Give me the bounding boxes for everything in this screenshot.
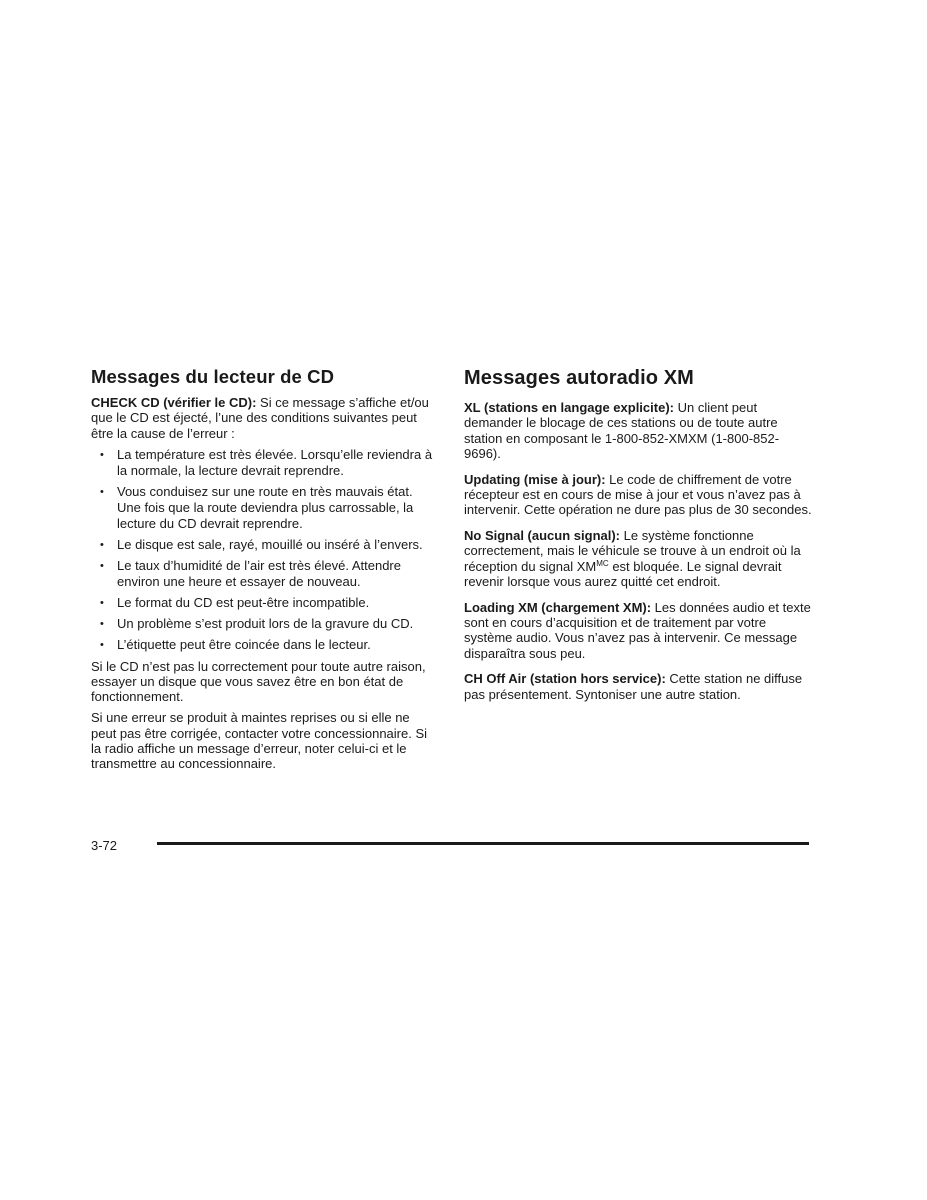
list-item-text: La température est très élevée. Lorsqu’elle reviendra à la normale, la lecture devrait reprendre. [117, 446, 433, 478]
trademark-superscript: MC [596, 558, 609, 568]
ch-off-air-entry [464, 671, 814, 702]
retry-disc-paragraph: Si le CD n’est pas lu correctement pour toute autre raison, essayer un disque que vous savez être en bon état de fonctionnement. [91, 658, 426, 705]
entry-text: Cette station ne diffuse pas présentement. Syntoniser une autre station. [464, 671, 803, 702]
entry-label: No Signal (aucun signal): [464, 528, 621, 544]
loading-xm-entry [464, 600, 814, 661]
bullet-icon: • [100, 485, 104, 498]
bullet-icon: • [100, 538, 104, 551]
list-item [91, 537, 436, 553]
entry-text: Un client peut demander le blocage de ces stations ou de toute autre station en composant le 1-800-852-XMXM (1-800-852-9696). [464, 400, 780, 461]
no-signal-entry [464, 528, 814, 589]
cd-error-causes-list [91, 447, 436, 653]
list-item [91, 637, 436, 653]
entry-label: CH Off Air (station hors service): [464, 671, 666, 687]
xl-entry [464, 400, 814, 461]
entry-text: Les données audio et texte sont en cours d’acquisition et de traitement par votre système audio. Vous n’avez pas à intervenir. Ce message disparaîtra sous peu. [464, 599, 811, 661]
entry-text-continued: est bloquée. Le signal devrait revenir lorsque vous aurez quitté cet endroit. [464, 558, 782, 589]
check-cd-text: Si ce message s’affiche et/ou que le CD est éjecté, l’une des conditions suivantes peut être la cause de l’erreur : [91, 395, 429, 441]
list-item-text: Un problème s’est produit lors de la gravure du CD. [117, 615, 414, 631]
list-item-text: Le taux d’humidité de l’air est très élevé. Attendre environ une heure et essayer de nouveau. [117, 557, 401, 589]
page-number: 3-72 [91, 838, 118, 853]
left-column [91, 366, 436, 777]
check-cd-paragraph [91, 395, 436, 441]
bullet-icon: • [100, 448, 104, 461]
list-item [91, 447, 436, 479]
entry-label: Updating (mise à jour): [464, 471, 606, 487]
contact-dealer-paragraph: Si une erreur se produit à maintes reprises ou si elle ne peut pas être corrigée, contacter votre concessionnaire. Si la radio affiche un message d’erreur, noter celui-ci et le transmettre au concessionnaire. [91, 710, 428, 772]
list-item [91, 616, 436, 632]
bullet-icon: • [100, 617, 104, 630]
list-item [91, 595, 436, 611]
bullet-icon: • [100, 638, 104, 651]
entry-text: Le code de chiffrement de votre récepteur est en cours de mise à jour et vous n’avez pas à intervenir. Cette opération ne dure pas plus de 30 secondes. [464, 471, 812, 518]
list-item [91, 484, 436, 532]
entry-label: Loading XM (chargement XM): [464, 599, 652, 615]
list-item-text: Vous conduisez sur une route en très mauvais état. Une fois que la route deviendra plus carrossable, la lecture du CD devrait reprendre. [117, 483, 414, 531]
entry-text: Le système fonctionne correctement, mais le véhicule se trouve à un endroit où la réception du signal XM [464, 528, 801, 574]
entry-label: XL (stations en langage explicite): [464, 400, 674, 415]
updating-entry [464, 472, 814, 518]
xm-messages-heading: Messages autoradio XM [464, 367, 694, 389]
cd-messages-heading: Messages du lecteur de CD [91, 366, 335, 387]
right-column [464, 366, 814, 713]
check-cd-label: CHECK CD (vérifier le CD): [91, 395, 257, 410]
list-item-text: Le format du CD est peut-être incompatible. [117, 594, 370, 610]
bullet-icon: • [100, 596, 104, 609]
list-item [91, 558, 436, 590]
list-item-text: L’étiquette peut être coincée dans le lecteur. [117, 636, 371, 652]
bullet-icon: • [100, 559, 104, 572]
footer-rule [157, 842, 809, 845]
list-item-text: Le disque est sale, rayé, mouillé ou inséré à l’envers. [117, 536, 423, 552]
